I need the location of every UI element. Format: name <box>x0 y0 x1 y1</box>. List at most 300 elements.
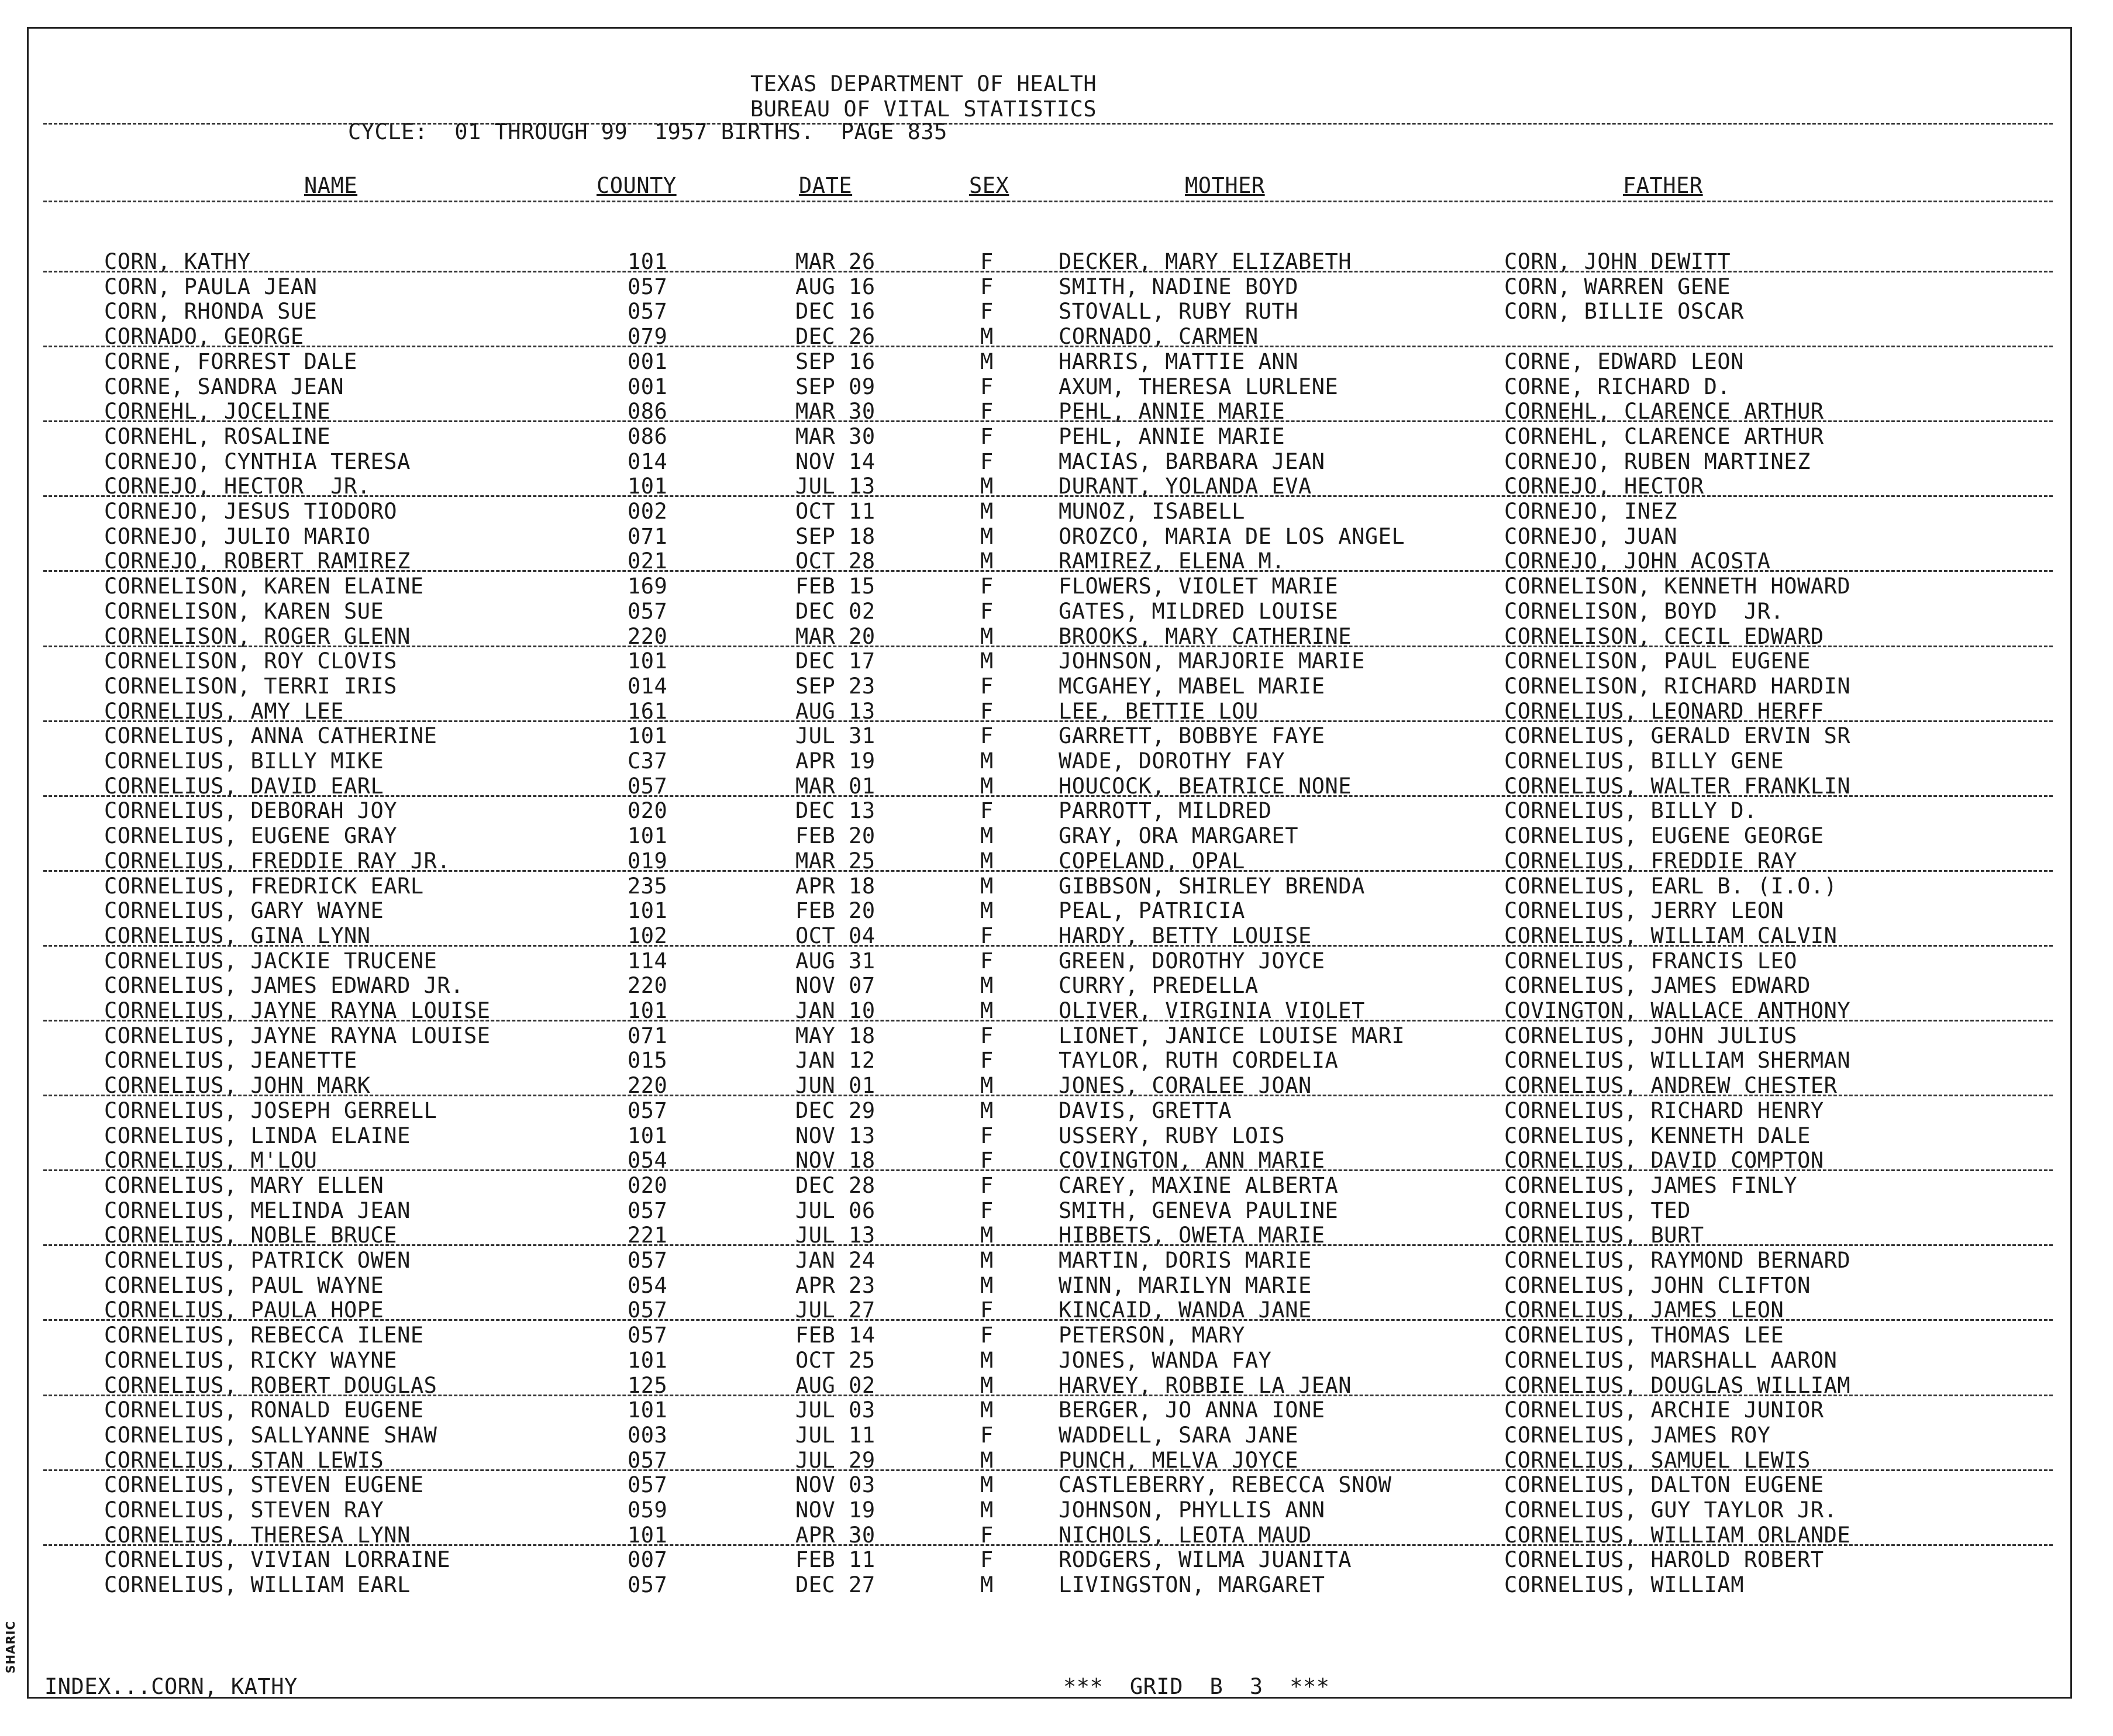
row-divider <box>43 346 2053 347</box>
record-father: CORNELIUS, EUGENE GEORGE <box>1504 823 1824 849</box>
record-county: 020 <box>628 1172 668 1198</box>
record-name: CORNELIUS, LINDA ELAINE <box>104 1123 411 1148</box>
record-father: CORN, WARREN GENE <box>1504 274 1731 299</box>
footer-grid: *** GRID B 3 *** <box>1063 1674 1330 1699</box>
record-mother: GREEN, DOROTHY JOYCE <box>1059 948 1325 974</box>
record-sex: M <box>980 898 994 924</box>
record-county: 221 <box>628 1223 668 1248</box>
record-mother: MACIAS, BARBARA JEAN <box>1059 448 1325 474</box>
record-date: NOV 07 <box>795 973 875 999</box>
record-county: 001 <box>628 348 668 374</box>
record-mother: WADDELL, SARA JANE <box>1059 1422 1298 1448</box>
record-mother: OROZCO, MARIA DE LOS ANGEL <box>1059 523 1405 549</box>
record-name: CORNELIUS, RONALD EUGENE <box>104 1397 424 1423</box>
record-county: 079 <box>628 324 668 350</box>
record-date: FEB 20 <box>795 898 875 924</box>
row-divider <box>43 1319 2053 1321</box>
record-name: CORNELISON, TERRI IRIS <box>104 673 398 699</box>
record-mother: PETERSON, MARY <box>1059 1323 1245 1348</box>
record-sex: F <box>980 423 994 449</box>
record-father: CORNELIUS, JOHN CLIFTON <box>1504 1272 1811 1298</box>
col-header-sex: SEX <box>969 173 1009 198</box>
record-date: AUG 13 <box>795 698 875 724</box>
record-name: CORNEHL, ROSALINE <box>104 423 331 449</box>
record-sex: F <box>980 698 994 724</box>
record-father: CORNELIUS, MARSHALL AARON <box>1504 1347 1838 1373</box>
record-county: 003 <box>628 1422 668 1448</box>
record-date: DEC 26 <box>795 324 875 350</box>
record-county: 054 <box>628 1148 668 1174</box>
record-mother: PUNCH, MELVA JOYCE <box>1059 1447 1298 1473</box>
record-sex: F <box>980 598 994 624</box>
record-county: 101 <box>628 249 668 274</box>
record-county: 125 <box>628 1372 668 1398</box>
record-date: APR 30 <box>795 1522 875 1548</box>
record-date: JUL 13 <box>795 474 875 499</box>
record-sex: F <box>980 1048 994 1074</box>
record-mother: AXUM, THERESA LURLENE <box>1059 374 1339 399</box>
record-sex: M <box>980 773 994 799</box>
record-date: MAY 18 <box>795 1023 875 1048</box>
bureau-title: BUREAU OF VITAL STATISTICS <box>750 96 1097 122</box>
record-father: CORNELIUS, JOHN JULIUS <box>1504 1023 1798 1048</box>
agency-title: TEXAS DEPARTMENT OF HEALTH <box>750 71 1097 96</box>
record-sex: M <box>980 474 994 499</box>
record-county: 057 <box>628 598 668 624</box>
record-sex: M <box>980 523 994 549</box>
record-date: DEC 13 <box>795 798 875 824</box>
record-name: CORN, RHONDA SUE <box>104 299 318 325</box>
record-mother: WINN, MARILYN MARIE <box>1059 1272 1312 1298</box>
record-date: MAR 25 <box>795 848 875 874</box>
record-mother: JONES, WANDA FAY <box>1059 1347 1272 1373</box>
record-name: CORNELIUS, REBECCA ILENE <box>104 1323 424 1348</box>
record-sex: M <box>980 648 994 674</box>
record-date: FEB 14 <box>795 1323 875 1348</box>
record-mother: BERGER, JO ANNA IONE <box>1059 1397 1325 1423</box>
record-name: CORNELIUS, MELINDA JEAN <box>104 1197 411 1223</box>
record-county: 102 <box>628 923 668 948</box>
record-county: 015 <box>628 1048 668 1074</box>
record-date: NOV 03 <box>795 1472 875 1498</box>
record-date: DEC 27 <box>795 1572 875 1598</box>
row-divider <box>43 870 2053 872</box>
record-date: APR 19 <box>795 748 875 774</box>
record-name: CORNELIUS, EUGENE GRAY <box>104 823 398 849</box>
record-name: CORNELISON, ROY CLOVIS <box>104 648 398 674</box>
record-sex: F <box>980 923 994 948</box>
record-sex: M <box>980 848 994 874</box>
record-county: 101 <box>628 1123 668 1148</box>
record-sex: M <box>980 499 994 524</box>
record-sex: M <box>980 548 994 574</box>
record-mother: JOHNSON, MARJORIE MARIE <box>1059 648 1365 674</box>
record-father: CORNELIUS, WILLIAM ORLANDE <box>1504 1522 1851 1548</box>
record-father: COVINGTON, WALLACE ANTHONY <box>1504 998 1851 1023</box>
record-mother: FLOWERS, VIOLET MARIE <box>1059 574 1339 599</box>
record-date: DEC 16 <box>795 299 875 325</box>
record-county: 057 <box>628 773 668 799</box>
record-father: CORNELIUS, GUY TAYLOR JR. <box>1504 1497 1838 1523</box>
record-county: 057 <box>628 274 668 299</box>
record-date: JUL 06 <box>795 1197 875 1223</box>
record-name: CORNELIUS, GARY WAYNE <box>104 898 384 924</box>
record-father: CORNELIUS, JAMES LEON <box>1504 1297 1784 1323</box>
record-date: AUG 31 <box>795 948 875 974</box>
record-name: CORNEHL, JOCELINE <box>104 399 331 424</box>
record-date: FEB 11 <box>795 1547 875 1573</box>
record-father: CORNELIUS, WILLIAM SHERMAN <box>1504 1048 1851 1074</box>
record-father: CORNELIUS, WILLIAM <box>1504 1572 1744 1598</box>
record-county: 019 <box>628 848 668 874</box>
record-name: CORNEJO, JESUS TIODORO <box>104 499 398 524</box>
record-name: CORNELIUS, M'LOU <box>104 1148 318 1174</box>
record-county: 071 <box>628 523 668 549</box>
record-sex: F <box>980 673 994 699</box>
record-sex: F <box>980 948 994 974</box>
record-sex: F <box>980 274 994 299</box>
record-county: 054 <box>628 1272 668 1298</box>
record-name: CORN, PAULA JEAN <box>104 274 318 299</box>
record-date: FEB 20 <box>795 823 875 849</box>
record-county: 057 <box>628 299 668 325</box>
record-sex: M <box>980 973 994 999</box>
record-county: 161 <box>628 698 668 724</box>
record-mother: DURANT, YOLANDA EVA <box>1059 474 1312 499</box>
record-mother: COVINGTON, ANN MARIE <box>1059 1148 1325 1174</box>
record-father: CORNELIUS, THOMAS LEE <box>1504 1323 1784 1348</box>
record-mother: CORNADO, CARMEN <box>1059 324 1259 350</box>
record-father: CORNELIUS, LEONARD HERFF <box>1504 698 1824 724</box>
record-father: CORNELISON, CECIL EDWARD <box>1504 623 1824 649</box>
record-mother: STOVALL, RUBY RUTH <box>1059 299 1298 325</box>
record-date: MAR 30 <box>795 399 875 424</box>
record-name: CORNELIUS, STEVEN EUGENE <box>104 1472 424 1498</box>
record-date: JUN 01 <box>795 1073 875 1099</box>
record-name: CORNELIUS, AMY LEE <box>104 698 344 724</box>
record-name: CORNELISON, ROGER GLENN <box>104 623 411 649</box>
record-mother: BROOKS, MARY CATHERINE <box>1059 623 1352 649</box>
record-mother: GATES, MILDRED LOUISE <box>1059 598 1339 624</box>
record-mother: HARRIS, MATTIE ANN <box>1059 348 1298 374</box>
record-county: 101 <box>628 474 668 499</box>
record-mother: MCGAHEY, MABEL MARIE <box>1059 673 1325 699</box>
record-name: CORNELIUS, THERESA LYNN <box>104 1522 411 1548</box>
col-header-father: FATHER <box>1623 173 1703 198</box>
record-name: CORNELIUS, STAN LEWIS <box>104 1447 384 1473</box>
record-date: AUG 02 <box>795 1372 875 1398</box>
record-mother: GRAY, ORA MARGARET <box>1059 823 1298 849</box>
record-name: CORNELIUS, FREDDIE RAY JR. <box>104 848 451 874</box>
record-father: CORNELIUS, GERALD ERVIN SR <box>1504 723 1851 749</box>
record-mother: PEHL, ANNIE MARIE <box>1059 423 1285 449</box>
record-sex: M <box>980 1472 994 1498</box>
record-county: 020 <box>628 798 668 824</box>
col-header-name: NAME <box>304 173 358 198</box>
record-name: CORNE, SANDRA JEAN <box>104 374 344 399</box>
record-mother: PEHL, ANNIE MARIE <box>1059 399 1285 424</box>
record-date: JUL 13 <box>795 1223 875 1248</box>
record-date: JUL 31 <box>795 723 875 749</box>
record-date: JUL 03 <box>795 1397 875 1423</box>
record-date: SEP 09 <box>795 374 875 399</box>
record-county: 057 <box>628 1297 668 1323</box>
record-county: 007 <box>628 1547 668 1573</box>
record-county: 014 <box>628 673 668 699</box>
record-county: 101 <box>628 998 668 1023</box>
record-name: CORNELIUS, VIVIAN LORRAINE <box>104 1547 451 1573</box>
record-name: CORNELIUS, RICKY WAYNE <box>104 1347 398 1373</box>
record-name: CORNELIUS, WILLIAM EARL <box>104 1572 411 1598</box>
row-divider <box>43 495 2053 497</box>
record-name: CORNELIUS, JACKIE TRUCENE <box>104 948 437 974</box>
record-father: CORNELIUS, BURT <box>1504 1223 1704 1248</box>
record-sex: F <box>980 1323 994 1348</box>
record-father: CORNELIUS, WILLIAM CALVIN <box>1504 923 1838 948</box>
record-father: CORNELIUS, BILLY GENE <box>1504 748 1784 774</box>
record-county: 057 <box>628 1447 668 1473</box>
record-date: JAN 24 <box>795 1248 875 1273</box>
record-father: CORNELIUS, FRANCIS LEO <box>1504 948 1798 974</box>
record-county: 057 <box>628 1197 668 1223</box>
record-county: 057 <box>628 1572 668 1598</box>
record-mother: SMITH, GENEVA PAULINE <box>1059 1197 1339 1223</box>
record-mother: LIONET, JANICE LOUISE MARI <box>1059 1023 1405 1048</box>
record-date: AUG 16 <box>795 274 875 299</box>
record-father: CORN, JOHN DEWITT <box>1504 249 1731 274</box>
record-mother: TAYLOR, RUTH CORDELIA <box>1059 1048 1339 1074</box>
record-date: MAR 01 <box>795 773 875 799</box>
record-mother: HARVEY, ROBBIE LA JEAN <box>1059 1372 1352 1398</box>
record-date: APR 18 <box>795 873 875 899</box>
record-county: 021 <box>628 548 668 574</box>
record-sex: M <box>980 1497 994 1523</box>
record-father: CORNEJO, INEZ <box>1504 499 1678 524</box>
record-date: JUL 11 <box>795 1422 875 1448</box>
record-sex: M <box>980 623 994 649</box>
record-county: 220 <box>628 623 668 649</box>
record-date: MAR 20 <box>795 623 875 649</box>
record-sex: M <box>980 1347 994 1373</box>
record-father: CORNEHL, CLARENCE ARTHUR <box>1504 399 1824 424</box>
record-father: CORNELIUS, RICHARD HENRY <box>1504 1097 1824 1123</box>
record-county: 114 <box>628 948 668 974</box>
record-name: CORNELIUS, FREDRICK EARL <box>104 873 424 899</box>
record-county: 101 <box>628 1347 668 1373</box>
record-county: 086 <box>628 399 668 424</box>
record-date: OCT 28 <box>795 548 875 574</box>
record-mother: NICHOLS, LEOTA MAUD <box>1059 1522 1312 1548</box>
record-mother: WADE, DOROTHY FAY <box>1059 748 1285 774</box>
record-name: CORNELISON, KAREN ELAINE <box>104 574 424 599</box>
record-name: CORNELIUS, GINA LYNN <box>104 923 371 948</box>
record-county: 101 <box>628 648 668 674</box>
record-sex: M <box>980 1397 994 1423</box>
record-county: 001 <box>628 374 668 399</box>
record-sex: F <box>980 1123 994 1148</box>
record-sex: M <box>980 1223 994 1248</box>
record-date: JAN 12 <box>795 1048 875 1074</box>
record-county: 002 <box>628 499 668 524</box>
cycle-line: CYCLE: 01 THROUGH 99 1957 BIRTHS. PAGE 835 <box>348 119 947 144</box>
record-sex: F <box>980 1148 994 1174</box>
col-header-county: COUNTY <box>597 173 677 198</box>
record-father: CORNEJO, HECTOR <box>1504 474 1704 499</box>
record-father: CORNELIUS, JAMES FINLY <box>1504 1172 1798 1198</box>
record-mother: HOUCOCK, BEATRICE NONE <box>1059 773 1352 799</box>
record-father: CORNEHL, CLARENCE ARTHUR <box>1504 423 1824 449</box>
record-name: CORNELIUS, PAULA HOPE <box>104 1297 384 1323</box>
record-mother: DECKER, MARY ELIZABETH <box>1059 249 1352 274</box>
record-sex: M <box>980 1272 994 1298</box>
record-name: CORNELISON, KAREN SUE <box>104 598 384 624</box>
record-father: CORNELIUS, TED <box>1504 1197 1691 1223</box>
record-date: MAR 30 <box>795 423 875 449</box>
row-divider <box>43 945 2053 947</box>
record-father: CORNELIUS, JERRY LEON <box>1504 898 1784 924</box>
record-mother: KINCAID, WANDA JANE <box>1059 1297 1312 1323</box>
row-divider <box>43 1395 2053 1396</box>
record-mother: HIBBETS, OWETA MARIE <box>1059 1223 1325 1248</box>
record-father: CORNELISON, RICHARD HARDIN <box>1504 673 1851 699</box>
record-name: CORNELIUS, JEANETTE <box>104 1048 357 1074</box>
record-name: CORNELIUS, JOHN MARK <box>104 1073 371 1099</box>
record-mother: PEAL, PATRICIA <box>1059 898 1245 924</box>
record-name: CORNELIUS, BILLY MIKE <box>104 748 384 774</box>
record-father: CORNELIUS, EARL B. (I.O.) <box>1504 873 1838 899</box>
record-name: CORNELIUS, ANNA CATHERINE <box>104 723 437 749</box>
record-name: CORNEJO, JULIO MARIO <box>104 523 371 549</box>
record-father: CORNELIUS, JAMES ROY <box>1504 1422 1771 1448</box>
record-name: CORNE, FORREST DALE <box>104 348 357 374</box>
record-name: CORNELIUS, MARY ELLEN <box>104 1172 384 1198</box>
record-sex: M <box>980 1447 994 1473</box>
record-mother: HARDY, BETTY LOUISE <box>1059 923 1312 948</box>
record-mother: RODGERS, WILMA JUANITA <box>1059 1547 1352 1573</box>
record-father: CORNELIUS, DAVID COMPTON <box>1504 1148 1824 1174</box>
record-mother: CAREY, MAXINE ALBERTA <box>1059 1172 1339 1198</box>
record-date: SEP 18 <box>795 523 875 549</box>
record-date: DEC 02 <box>795 598 875 624</box>
record-sex: F <box>980 1547 994 1573</box>
row-divider <box>43 720 2053 722</box>
record-date: SEP 16 <box>795 348 875 374</box>
record-sex: M <box>980 748 994 774</box>
record-name: CORN, KATHY <box>104 249 251 274</box>
row-divider <box>43 1169 2053 1171</box>
record-father: CORNELIUS, BILLY D. <box>1504 798 1757 824</box>
record-sex: M <box>980 324 994 350</box>
record-name: CORNELIUS, JAMES EDWARD JR. <box>104 973 464 999</box>
record-date: FEB 15 <box>795 574 875 599</box>
record-father: CORNELIUS, ANDREW CHESTER <box>1504 1073 1838 1099</box>
record-sex: M <box>980 1248 994 1273</box>
record-date: NOV 19 <box>795 1497 875 1523</box>
record-sex: F <box>980 1172 994 1198</box>
row-divider <box>43 420 2053 422</box>
record-sex: F <box>980 574 994 599</box>
record-sex: F <box>980 249 994 274</box>
row-divider <box>43 1095 2053 1096</box>
record-county: 057 <box>628 1472 668 1498</box>
record-county: 071 <box>628 1023 668 1048</box>
record-father: CORNELIUS, HAROLD ROBERT <box>1504 1547 1824 1573</box>
record-date: DEC 29 <box>795 1097 875 1123</box>
row-divider <box>43 271 2053 272</box>
record-date: JUL 27 <box>795 1297 875 1323</box>
record-county: 101 <box>628 723 668 749</box>
record-county: 220 <box>628 973 668 999</box>
record-date: OCT 04 <box>795 923 875 948</box>
record-father: CORNELISON, KENNETH HOWARD <box>1504 574 1851 599</box>
record-mother: OLIVER, VIRGINIA VIOLET <box>1059 998 1365 1023</box>
record-sex: M <box>980 1097 994 1123</box>
record-sex: F <box>980 1522 994 1548</box>
record-sex: F <box>980 299 994 325</box>
record-father: CORNELIUS, SAMUEL LEWIS <box>1504 1447 1811 1473</box>
record-date: MAR 26 <box>795 249 875 274</box>
record-mother: MARTIN, DORIS MARIE <box>1059 1248 1312 1273</box>
record-father: CORNELISON, PAUL EUGENE <box>1504 648 1811 674</box>
record-sex: F <box>980 1197 994 1223</box>
record-county: 101 <box>628 1397 668 1423</box>
row-divider <box>43 646 2053 647</box>
record-father: CORN, BILLIE OSCAR <box>1504 299 1744 325</box>
record-date: SEP 23 <box>795 673 875 699</box>
record-date: JUL 29 <box>795 1447 875 1473</box>
record-sex: F <box>980 1023 994 1048</box>
record-date: NOV 14 <box>795 448 875 474</box>
record-sex: F <box>980 374 994 399</box>
record-mother: CURRY, PREDELLA <box>1059 973 1259 999</box>
record-name: CORNELIUS, SALLYANNE SHAW <box>104 1422 437 1448</box>
record-sex: F <box>980 1422 994 1448</box>
record-sex: F <box>980 448 994 474</box>
record-sex: M <box>980 1073 994 1099</box>
record-name: CORNELIUS, NOBLE BRUCE <box>104 1223 398 1248</box>
record-mother: LEE, BETTIE LOU <box>1059 698 1259 724</box>
record-mother: MUNOZ, ISABELL <box>1059 499 1245 524</box>
col-header-date: DATE <box>799 173 853 198</box>
record-sex: M <box>980 348 994 374</box>
record-mother: DAVIS, GRETTA <box>1059 1097 1232 1123</box>
record-sex: F <box>980 1297 994 1323</box>
record-mother: LIVINGSTON, MARGARET <box>1059 1572 1325 1598</box>
record-date: NOV 13 <box>795 1123 875 1148</box>
record-name: CORNELIUS, DEBORAH JOY <box>104 798 398 824</box>
record-mother: JOHNSON, PHYLLIS ANN <box>1059 1497 1325 1523</box>
record-date: NOV 18 <box>795 1148 875 1174</box>
record-mother: SMITH, NADINE BOYD <box>1059 274 1298 299</box>
record-county: 059 <box>628 1497 668 1523</box>
record-date: OCT 25 <box>795 1347 875 1373</box>
record-county: 235 <box>628 873 668 899</box>
record-name: CORNEJO, ROBERT RAMIREZ <box>104 548 411 574</box>
record-sex: M <box>980 1372 994 1398</box>
record-county: 101 <box>628 898 668 924</box>
record-name: CORNELIUS, JAYNE RAYNA LOUISE <box>104 998 491 1023</box>
record-name: CORNEJO, CYNTHIA TERESA <box>104 448 411 474</box>
record-father: CORNELIUS, JAMES EDWARD <box>1504 973 1811 999</box>
record-name: CORNADO, GEORGE <box>104 324 304 350</box>
record-date: DEC 28 <box>795 1172 875 1198</box>
record-county: 101 <box>628 823 668 849</box>
row-divider <box>43 1020 2053 1021</box>
record-name: CORNELIUS, PAUL WAYNE <box>104 1272 384 1298</box>
record-sex: M <box>980 823 994 849</box>
record-father: CORNELIUS, ARCHIE JUNIOR <box>1504 1397 1824 1423</box>
record-date: OCT 11 <box>795 499 875 524</box>
